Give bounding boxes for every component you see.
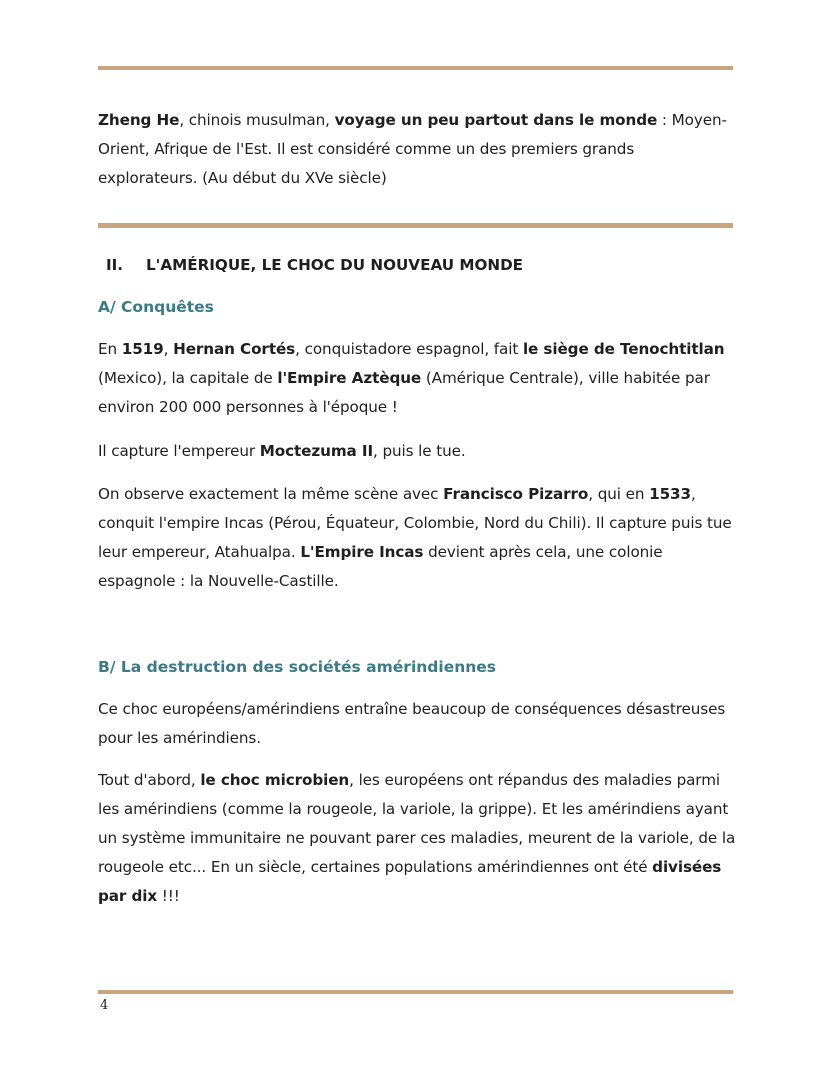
pizarro-paragraph: On observe exactement la même scène avec Francisco Pizarro, qui en 1533, conquit l'empire Incas (Pérou, Équateur, Colombie, Nord du Chili). Il capture puis tue leur empereur, Atahualpa. L'Empire Incas devient après cela, une colonie espagnole : la Nouvelle-Castille. — [98, 485, 732, 590]
section-title-text: L'AMÉRIQUE, LE CHOC DU NOUVEAU MONDE — [146, 256, 524, 274]
divisees-par-dix: divisées par dix — [98, 858, 722, 905]
subheading-conquetes: A/ Conquêtes — [98, 298, 214, 316]
zheng-he-voyage: voyage un peu partout dans le monde — [334, 111, 658, 129]
year-1533: 1533 — [649, 485, 691, 503]
section-title — [106, 254, 523, 276]
siege-tenochtitlan: le siège de Tenochtitlan — [522, 340, 725, 358]
microbial-shock-paragraph: Tout d'abord, le choc microbien, les européens ont répandus des maladies parmi les amérindiens (comme la rougeole, la variole, la grippe). Et les amérindiens ayant un système immunitaire ne pouvant parer ces maladies, meurent de la variole, de la rougeole etc... En un siècle, certaines populations amérindiennes ont été divisées par dix !!! — [98, 771, 736, 905]
moctezuma-paragraph: Il capture l'empereur Moctezuma II, puis le tue. — [98, 442, 466, 460]
section-divider — [98, 223, 733, 228]
footer-divider — [98, 990, 733, 994]
francisco-pizarro-name: Francisco Pizarro — [443, 485, 589, 503]
empire-azteque: l'Empire Aztèque — [277, 369, 422, 387]
choc-microbien: le choc microbien — [200, 771, 350, 789]
top-divider — [98, 66, 733, 70]
year-1519: 1519 — [121, 340, 164, 358]
zheng-he-name: Zheng He — [98, 111, 180, 129]
hernan-cortes-name: Hernan Cortés — [173, 340, 296, 358]
cortes-paragraph: En 1519, Hernan Cortés, conquistadore espagnol, fait le siège de Tenochtitlan (Mexico), la capitale de l'Empire Aztèque (Amérique Centrale), ville habitée par environ 200 000 personnes à l'époque ! — [98, 340, 725, 416]
empire-incas: L'Empire Incas — [300, 543, 424, 561]
subheading-destruction: B/ La destruction des sociétés amérindiennes — [98, 658, 497, 676]
intro-paragraph: Zheng He, chinois musulman, voyage un peu partout dans le monde : Moyen-Orient, Afrique de l'Est. Il est considéré comme un des premiers grands explorateurs. (Au début du XVe siècle) — [98, 111, 727, 187]
moctezuma-name: Moctezuma II — [259, 442, 373, 460]
section-number: II. — [106, 256, 124, 274]
consequences-paragraph: Ce choc européens/amérindiens entraîne beaucoup de conséquences désastreuses pour les amérindiens. — [98, 700, 726, 747]
page-number: 4 — [100, 998, 109, 1013]
